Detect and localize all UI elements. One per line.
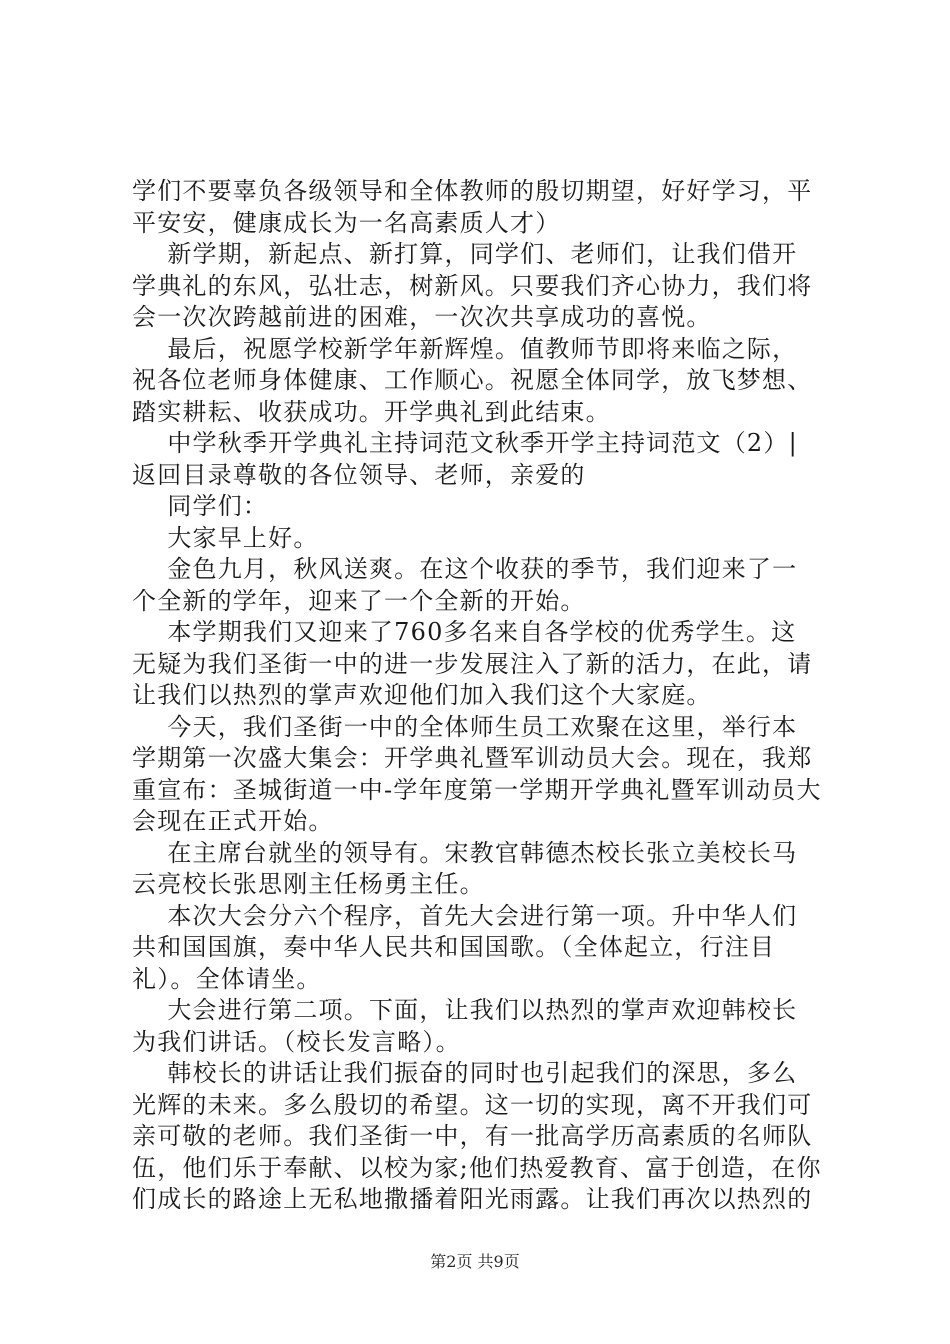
paragraph-1: 学们不要辜负各级领导和全体教师的殷切期望，好好学习，平 平安安，健康成长为一名高素质人才） (132, 177, 813, 237)
page-number-footer: 第2页 共9页 (430, 1252, 520, 1271)
paragraph-4-heading: 中学秋季开学典礼主持词范文秋季开学主持词范文（2）| 返回目录尊敬的各位领导、老师，亲爱的 (132, 429, 798, 489)
paragraph-8: 本学期我们又迎来了760多名来自各学校的优秀学生。这 无疑为我们圣街一中的进一步发展注入了新的活力，在此，请 让我们以热烈的掌声欢迎他们加入我们这个大家庭。 (132, 618, 813, 709)
paragraph-9: 今天，我们圣街一中的全体师生员工欢聚在这里，举行本 学期第一次盛大集会：开学典礼暨军训动员大会。现在，我郑 重宣布：圣城街道一中-学年度第一学期开学典礼暨军训动员大 会现在正式开始。 (132, 712, 822, 835)
paragraph-3: 最后，祝愿学校新学年新辉煌。值教师节即将来临之际， 祝各位老师身体健康、工作顺心。祝愿全体同学，放飞梦想、 踏实耕耘、收获成功。开学典礼到此结束。 (132, 334, 813, 426)
paragraph-12: 大会进行第二项。下面，让我们以热烈的掌声欢迎韩校长 为我们讲话。（校长发言略）。 (132, 996, 798, 1056)
paragraph-7: 金色九月，秋风送爽。在这个收获的季节，我们迎来了一 个全新的学年，迎来了一个全新的开始。 (132, 555, 798, 615)
paragraph-10: 在主席台就坐的领导有。宋教官韩德杰校长张立美校长马 云亮校长张思刚主任杨勇主任。 (132, 838, 798, 898)
paragraph-2: 新学期，新起点、新打算，同学们、老师们，让我们借开 学典礼的东风，弘壮志，树新风。只要我们齐心协力，我们将 会一次次跨越前进的困难，一次次共享成功的喜悦。 (132, 240, 813, 331)
paragraph-5: 同学们： (132, 492, 269, 520)
paragraph-6: 大家早上好。 (132, 523, 319, 552)
document-body (132, 176, 832, 1216)
paragraph-11: 本次大会分六个程序，首先大会进行第一项。升中华人们 共和国国旗，奏中华人民共和国国歌。（全体起立，行注目 礼）。全体请坐。 (132, 901, 798, 993)
paragraph-13: 韩校长的讲话让我们振奋的同时也引起我们的深思，多么 光辉的未来。多么殷切的希望。这一切的实现，离不开我们可 亲可敬的老师。我们圣街一中，有一批高学历高素质的名师队 伍，他们乐于奉献、以校为家;他们热爱教育、富于创造，在你 们成长的路途上无私地撒播着阳光雨露。让我们再次以热烈的 (132, 1059, 822, 1213)
